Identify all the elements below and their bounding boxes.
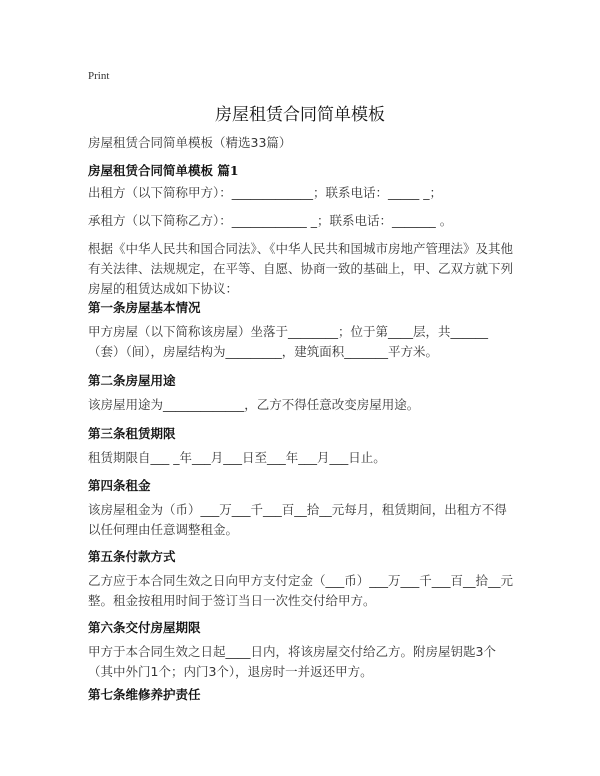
print-link[interactable]: Print <box>88 70 110 82</box>
lessee-line: 承租方（以下简称乙方）：____________ _；联系电话：_______ 。 <box>88 213 453 228</box>
lessor-line: 出租方（以下简称甲方）：_____________；联系电话：_____ _； <box>88 185 442 200</box>
article-body: 该房屋租金为（币）___万___千___百__拾__元每月，租赁期间，出租方不得以任何理由任意调整租金。 <box>88 502 507 537</box>
article-body: 租赁期限自___ _年___月___日至___年___月___日止。 <box>88 450 386 465</box>
article-heading: 第四条租金 <box>88 478 151 493</box>
article-heading: 第七条维修养护责任 <box>88 687 201 702</box>
article-body: 该房屋用途为_____________，乙方不得任意改变房屋用途。 <box>88 397 420 412</box>
article-heading: 第二条房屋用途 <box>88 373 176 388</box>
document-subtitle: 房屋租赁合同简单模板（精选33篇） <box>88 135 292 150</box>
article-heading: 第一条房屋基本情况 <box>88 300 201 315</box>
article-heading: 第六条交付房屋期限 <box>88 620 201 635</box>
article-body: 甲方于本合同生效之日起____日内，将该房屋交付给乙方。附房屋钥匙3个（其中外门1个；内门3个），退房时一并返还甲方。 <box>88 644 496 679</box>
article-body: 乙方应于本合同生效之日向甲方支付定金（___币）___万___千___百__拾__元整。租金按租用时间于签订当日一次性交付给甲方。 <box>88 573 514 608</box>
section-heading: 房屋租赁合同简单模板 篇1 <box>88 163 239 178</box>
document-title: 房屋租赁合同简单模板 <box>215 105 385 125</box>
article-heading: 第三条租赁期限 <box>88 426 176 441</box>
preamble-paragraph: 根据《中华人民共和国合同法》、《中华人民共和国城市房地产管理法》及其他有关法律、法规规定，在平等、自愿、协商一致的基础上，甲、乙双方就下列房屋的租赁达成如下协议： <box>88 241 514 296</box>
article-body: 甲方房屋（以下简称该房屋）坐落于________；位于第____层，共______（套）（间），房屋结构为_________，建筑面积_______平方米。 <box>88 324 489 359</box>
article-heading: 第五条付款方式 <box>88 549 176 564</box>
